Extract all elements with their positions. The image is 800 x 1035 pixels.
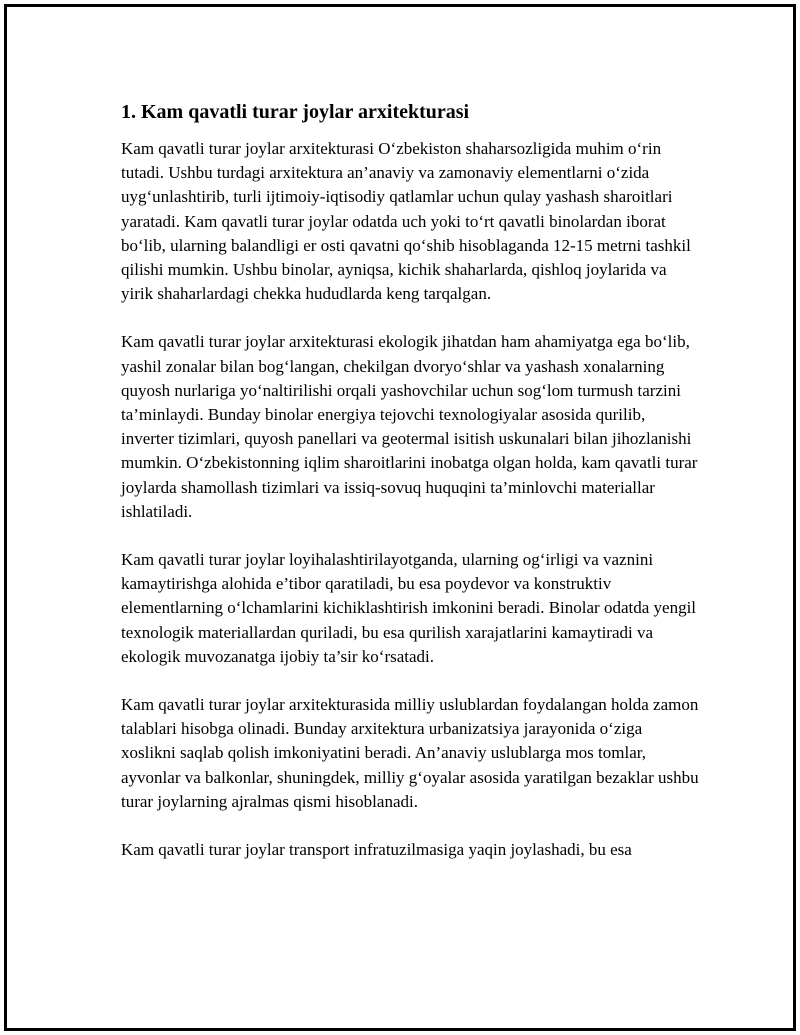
paragraph-3: Kam qavatli turar joylar loyihalashtirilayotganda, ularning og‘irligi va vaznini kamaytirishga alohida e’tibor qaratiladi, bu esa poydevor va konstruktiv elementlarning o‘lchamlarini kichiklashtirish imkonini beradi. Binolar odatda yengil texnologik materiallardan quriladi, bu esa qurilish xarajatlarini kamaytiradi va ekologik muvozanatga ijobiy ta’sir ko‘rsatadi.	[121, 550, 697, 666]
paragraph-2: Kam qavatli turar joylar arxitekturasi ekologik jihatdan ham ahamiyatga ega bo‘lib, yashil zonalar bilan bog‘langan, chekilgan dvoryo‘shlar va yashash xonalarning quyosh nurlariga yo‘naltirilishi orqali yashovchilar uchun sog‘lom turmush tarzini ta’minlaydi. Bunday binolar energiya tejovchi texnologiyalar asosida qurilib, inverter tizimlari, quyosh panellari va geotermal isitish uskunalari bilan jihozlanishi mumkin. O‘zbekistonning iqlim sharoitlarini inobatga olgan holda, kam qavatli turar joylarda shamollash tizimlari va issiq-sovuq huquqini ta’minlovchi materiallar ishlatiladi.	[121, 332, 698, 521]
paragraph-4: Kam qavatli turar joylar arxitekturasida milliy uslublardan foydalangan holda zamon talablari hisobga olinadi. Bunday arxitektura urbanizatsiya jarayonida o‘ziga xoslikni saqlab qolish imkoniyatini beradi. An’anaviy uslublarga mos tomlar, ayvonlar va balkonlar, shuningdek, milliy g‘oyalar asosida yaratilgan bezaklar ushbu turar joylarning ajralmas qismi hisoblanadi.	[121, 695, 699, 811]
page-border	[4, 4, 796, 1031]
paragraph-5: Kam qavatli turar joylar transport infratuzilmasiga yaqin joylashadi, bu esa	[121, 840, 632, 860]
section-heading: 1. Kam qavatli turar joylar arxitekturasi	[121, 101, 470, 123]
document-body	[121, 99, 701, 886]
paragraph-1: Kam qavatli turar joylar arxitekturasi O‘zbekiston shaharsozligida muhim o‘rin tutadi. Ushbu turdagi arxitektura an’anaviy va zamonaviy elementlarni o‘zida uyg‘unlashtirib, turli ijtimoiy-iqtisodiy qatlamlar uchun qulay yashash sharoitlari yaratadi. Kam qavatli turar joylar odatda uch yoki to‘rt qavatli binolardan iborat bo‘lib, ularning balandligi er osti qavatni qo‘shib hisoblaganda 12-15 metrni tashkil qilishi mumkin. Ushbu binolar, ayniqsa, kichik shaharlarda, qishloq joylarida va yirik shaharlardagi chekka hududlarda keng tarqalgan.	[121, 139, 691, 304]
